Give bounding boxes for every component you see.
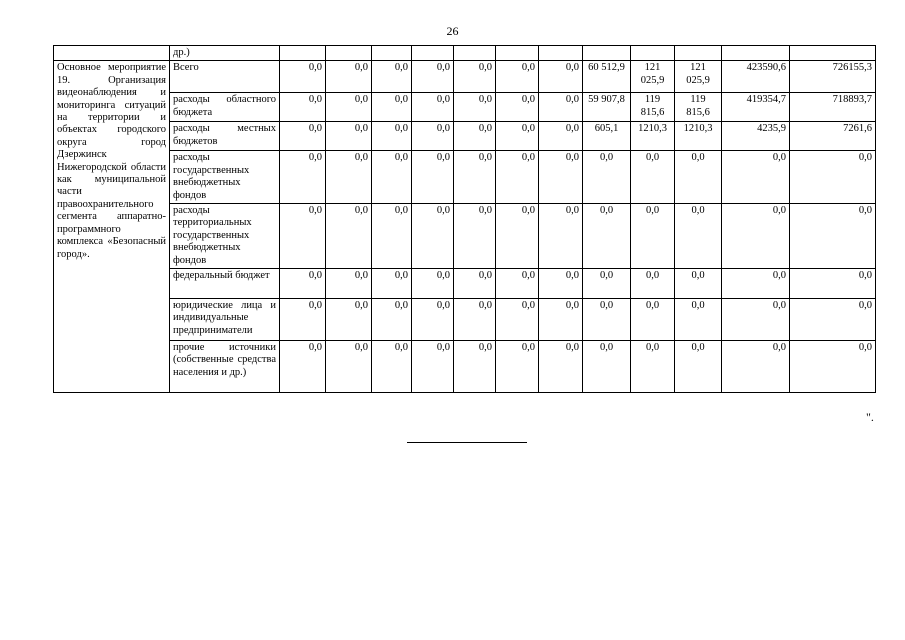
value-cell: 0,0	[496, 269, 539, 299]
value-cell: 0,0	[496, 151, 539, 204]
value-cell: 0,0	[790, 341, 876, 393]
funding-source-label: расходы местных бюджетов	[170, 122, 280, 151]
value-cell: 0,0	[280, 61, 326, 93]
empty-cell	[583, 46, 631, 61]
value-cell: 0,0	[539, 204, 583, 269]
empty-cell	[454, 46, 496, 61]
empty-cell	[54, 46, 170, 61]
value-cell: 0,0	[790, 269, 876, 299]
value-cell: 0,0	[454, 61, 496, 93]
value-cell: 60 512,9	[583, 61, 631, 93]
funding-source-label: прочие источники (собственные средства населения и др.)	[170, 341, 280, 393]
value-cell: 0,0	[539, 122, 583, 151]
value-cell: 121 025,9	[675, 61, 722, 93]
value-cell: 0,0	[631, 204, 675, 269]
value-cell: 0,0	[454, 151, 496, 204]
value-cell: 0,0	[454, 122, 496, 151]
value-cell: 0,0	[583, 299, 631, 341]
value-cell: 0,0	[326, 151, 372, 204]
value-cell: 0,0	[280, 122, 326, 151]
page-number: 26	[446, 24, 459, 38]
value-cell: 0,0	[454, 341, 496, 393]
value-cell: 0,0	[280, 151, 326, 204]
value-cell: 0,0	[326, 204, 372, 269]
funding-source-label: расходы государственных внебюджетных фондов	[170, 151, 280, 204]
value-cell: 0,0	[539, 61, 583, 93]
empty-cell	[790, 46, 876, 61]
value-cell: 0,0	[412, 93, 454, 122]
value-cell: 0,0	[496, 204, 539, 269]
value-cell: 0,0	[675, 269, 722, 299]
value-cell: 0,0	[412, 204, 454, 269]
value-cell: 0,0	[496, 93, 539, 122]
value-cell: 0,0	[326, 61, 372, 93]
value-cell: 0,0	[280, 299, 326, 341]
value-cell: 0,0	[496, 341, 539, 393]
table-row	[54, 93, 876, 122]
empty-cell	[412, 46, 454, 61]
empty-cell	[326, 46, 372, 61]
value-cell: 0,0	[412, 122, 454, 151]
value-cell: 0,0	[583, 151, 631, 204]
value-cell: 419354,7	[722, 93, 790, 122]
value-cell: 0,0	[539, 341, 583, 393]
value-cell: 0,0	[722, 151, 790, 204]
value-cell: 0,0	[631, 299, 675, 341]
activity-description: Основное мероприятие 19. Организация видеонаблюдения и мониторинга ситуаций на территории и объектах городского округа город Дзержинск Нижегородской области как муниципальной части правоохранительного сегмента аппаратно-программного комплекса «Безопасный город».	[54, 61, 170, 393]
value-cell: 0,0	[631, 341, 675, 393]
value-cell: 0,0	[454, 93, 496, 122]
table-row	[54, 151, 876, 204]
value-cell: 1210,3	[631, 122, 675, 151]
value-cell: 0,0	[583, 341, 631, 393]
table-row	[54, 61, 876, 93]
value-cell: 0,0	[412, 269, 454, 299]
funding-table	[53, 45, 876, 393]
value-cell: 0,0	[675, 204, 722, 269]
value-cell: 0,0	[326, 122, 372, 151]
value-cell: 0,0	[372, 61, 412, 93]
value-cell: 0,0	[454, 204, 496, 269]
value-cell: 7261,6	[790, 122, 876, 151]
table-row	[54, 204, 876, 269]
value-cell: 423590,6	[722, 61, 790, 93]
value-cell: 0,0	[372, 299, 412, 341]
value-cell: 0,0	[790, 151, 876, 204]
value-cell: 0,0	[412, 61, 454, 93]
value-cell: 1210,3	[675, 122, 722, 151]
value-cell: 0,0	[326, 299, 372, 341]
value-cell: 0,0	[539, 299, 583, 341]
value-cell: 0,0	[372, 204, 412, 269]
value-cell: 0,0	[280, 204, 326, 269]
value-cell: 0,0	[326, 269, 372, 299]
empty-cell	[631, 46, 675, 61]
empty-cell	[539, 46, 583, 61]
value-cell: 0,0	[496, 61, 539, 93]
value-cell: 121 025,9	[631, 61, 675, 93]
closing-quote: ".	[866, 410, 874, 424]
value-cell: 0,0	[631, 269, 675, 299]
empty-cell	[280, 46, 326, 61]
funding-source-label: юридические лица и индивидуальные предприниматели	[170, 299, 280, 341]
value-cell: 0,0	[675, 341, 722, 393]
value-cell: 0,0	[583, 204, 631, 269]
value-cell: 0,0	[280, 269, 326, 299]
value-cell: 0,0	[372, 341, 412, 393]
value-cell: 0,0	[280, 93, 326, 122]
value-cell: 0,0	[675, 151, 722, 204]
value-cell: 0,0	[539, 93, 583, 122]
value-cell: 119 815,6	[675, 93, 722, 122]
value-cell: 0,0	[372, 93, 412, 122]
value-cell: 605,1	[583, 122, 631, 151]
value-cell: 0,0	[412, 341, 454, 393]
value-cell: 0,0	[412, 151, 454, 204]
funding-source-label: Всего	[170, 61, 280, 93]
continuation-label: др.)	[170, 46, 280, 61]
continuation-row	[54, 46, 876, 61]
funding-source-label: федеральный бюджет	[170, 269, 280, 299]
empty-cell	[496, 46, 539, 61]
value-cell: 0,0	[722, 204, 790, 269]
empty-cell	[675, 46, 722, 61]
value-cell: 0,0	[454, 299, 496, 341]
value-cell: 0,0	[790, 204, 876, 269]
value-cell: 0,0	[372, 151, 412, 204]
value-cell: 0,0	[326, 93, 372, 122]
separator-line	[407, 442, 527, 443]
value-cell: 4235,9	[722, 122, 790, 151]
value-cell: 0,0	[722, 341, 790, 393]
value-cell: 0,0	[722, 299, 790, 341]
funding-source-label: расходы областного бюджета	[170, 93, 280, 122]
value-cell: 0,0	[675, 299, 722, 341]
value-cell: 0,0	[412, 299, 454, 341]
value-cell: 0,0	[372, 122, 412, 151]
value-cell: 718893,7	[790, 93, 876, 122]
value-cell: 0,0	[372, 269, 412, 299]
value-cell: 0,0	[583, 269, 631, 299]
value-cell: 726155,3	[790, 61, 876, 93]
value-cell: 0,0	[496, 122, 539, 151]
funding-source-label: расходы территориальных государственных внебюджетных фондов	[170, 204, 280, 269]
value-cell: 0,0	[454, 269, 496, 299]
value-cell: 0,0	[326, 341, 372, 393]
value-cell: 119 815,6	[631, 93, 675, 122]
value-cell: 59 907,8	[583, 93, 631, 122]
table-row	[54, 341, 876, 393]
table-row	[54, 269, 876, 299]
table-row	[54, 299, 876, 341]
value-cell: 0,0	[539, 151, 583, 204]
value-cell: 0,0	[631, 151, 675, 204]
empty-cell	[722, 46, 790, 61]
value-cell: 0,0	[496, 299, 539, 341]
table-row	[54, 122, 876, 151]
value-cell: 0,0	[722, 269, 790, 299]
value-cell: 0,0	[790, 299, 876, 341]
value-cell: 0,0	[539, 269, 583, 299]
value-cell: 0,0	[280, 341, 326, 393]
empty-cell	[372, 46, 412, 61]
